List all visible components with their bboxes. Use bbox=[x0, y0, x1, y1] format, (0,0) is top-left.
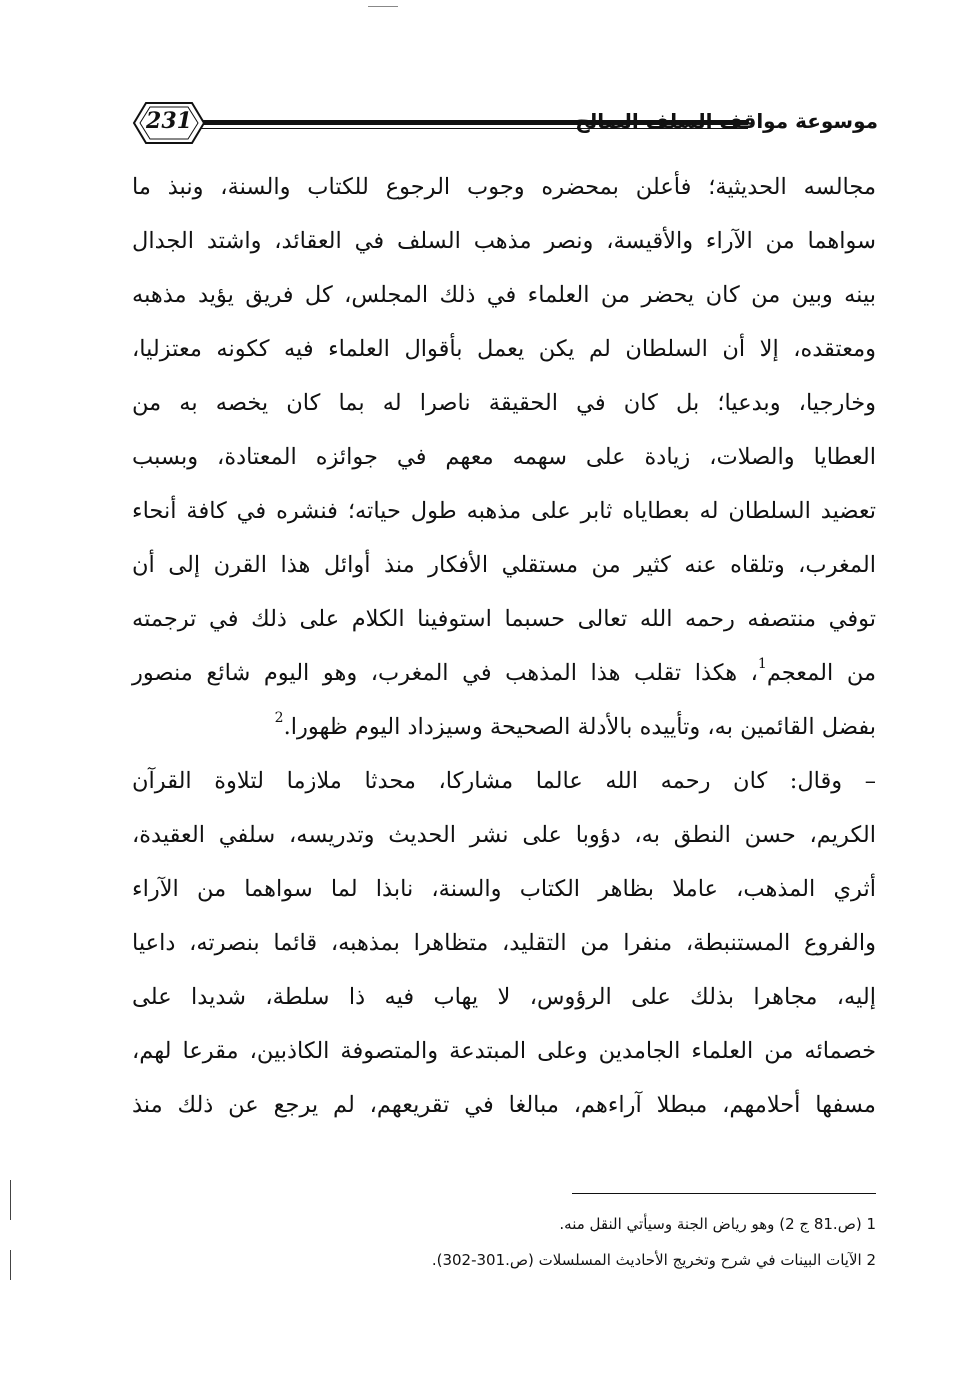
text-line: إليه، مجاهرا بذلك على الرؤوس، لا يهاب فيه ذا سلطة، شديدا على bbox=[132, 984, 876, 1010]
scan-mark bbox=[368, 6, 398, 7]
page-number: 231 bbox=[146, 108, 192, 134]
paragraph-end-line bbox=[132, 700, 876, 754]
text-line: مجالسه الحديثية؛ فأعلن بمحضره وجوب الرجوع للكتاب والسنة، ونبذ ما bbox=[132, 174, 876, 200]
text-segment: من المعجم bbox=[766, 660, 876, 686]
scan-edge-mark bbox=[10, 1250, 11, 1280]
text-segment: ، هكذا تقلب هذا المذهب في المغرب، وهو اليوم شائع منصور bbox=[132, 660, 758, 686]
text-line: مسفها أحلامهم، مبطلا آراءهم، مبالغا في تقريعهم، لم يرجع عن ذلك منذ bbox=[132, 1092, 876, 1118]
text-line: خصمائه من العلماء الجامدين وعلى المبتدعة والمتصوفة الكاذبين، مقرعا لهم، bbox=[132, 1038, 876, 1064]
text-line: ومعتقده، إلا أن السلطان لم يكن يعمل بأقوال العلماء فيه ككونه معتزليا، bbox=[132, 336, 876, 362]
scan-edge-mark bbox=[10, 1180, 11, 1220]
series-title: موسوعة مواقف السلف الصالح bbox=[575, 109, 878, 133]
text-segment: بفضل القائمين به، وتأييده بالأدلة الصحيحة وسيزداد اليوم ظهورا. bbox=[283, 714, 876, 740]
text-line: أثري المذهب، عاملا بظاهر الكتاب والسنة، نابذا لما سواهما من الآراء bbox=[132, 876, 876, 902]
text-line: – وقال: كان رحمه الله عالما مشاركا، محدثا ملازما لتلاوة القرآن bbox=[132, 768, 876, 794]
footnote-ref-1[interactable]: 1 bbox=[757, 655, 767, 672]
text-line: العطايا والصلات، زيادة على سهمه معهم في جوائزه المعتادة، وبسبب bbox=[132, 444, 876, 470]
main-text bbox=[132, 160, 876, 1132]
footnote-separator bbox=[572, 1193, 876, 1194]
text-line: وخارجيا، وبدعيا؛ بل كان في الحقيقة ناصرا له بما كان يخصه به من bbox=[132, 390, 876, 416]
text-line: المغرب، وتلقاه عنه كثير من مستقلي الأفكار منذ أوائل هذا القرن إلى أن bbox=[132, 552, 876, 578]
footnotes bbox=[300, 1206, 876, 1278]
footnote-2: 2 الآيات البينات في شرح وتخريج الأحاديث المسلسلات (ص.301-302). bbox=[431, 1251, 876, 1269]
footnote-ref-2[interactable]: 2 bbox=[274, 709, 284, 726]
text-line: تعضيد السلطان له بعطاياه ثابر على مذهبه طول حياته؛ فنشره في كافة أنحاء bbox=[132, 498, 876, 524]
page-header bbox=[126, 94, 878, 156]
text-line: بينه وبين من كان يحضر من العلماء في ذلك المجلس، كل فريق يؤيد مذهبه bbox=[132, 282, 876, 308]
footnote-1: 1 (ص.81 ج 2) وهو رياض الجنة وسيأتي النقل منه. bbox=[559, 1215, 876, 1233]
text-line: سواهما من الآراء والأقيسة، ونصر مذهب السلف في العقائد، واشتد الجدال bbox=[132, 228, 876, 254]
text-line: توفي منتصفه رحمه الله تعالى حسبما استوفينا الكلام على ذلك في ترجمته bbox=[132, 606, 876, 632]
text-line: والفروع المستنبطة، منفرا من التقليد، متظاهرا بمذهبه، قائما بنصرته، داعيا bbox=[132, 930, 876, 956]
text-line: الكريم، حسن النطق به، دؤوبا على نشر الحديث وتدريسه، سلفي العقيدة، bbox=[132, 822, 876, 848]
text-line-with-footnote-ref bbox=[132, 646, 876, 700]
page-number-badge bbox=[132, 100, 206, 146]
